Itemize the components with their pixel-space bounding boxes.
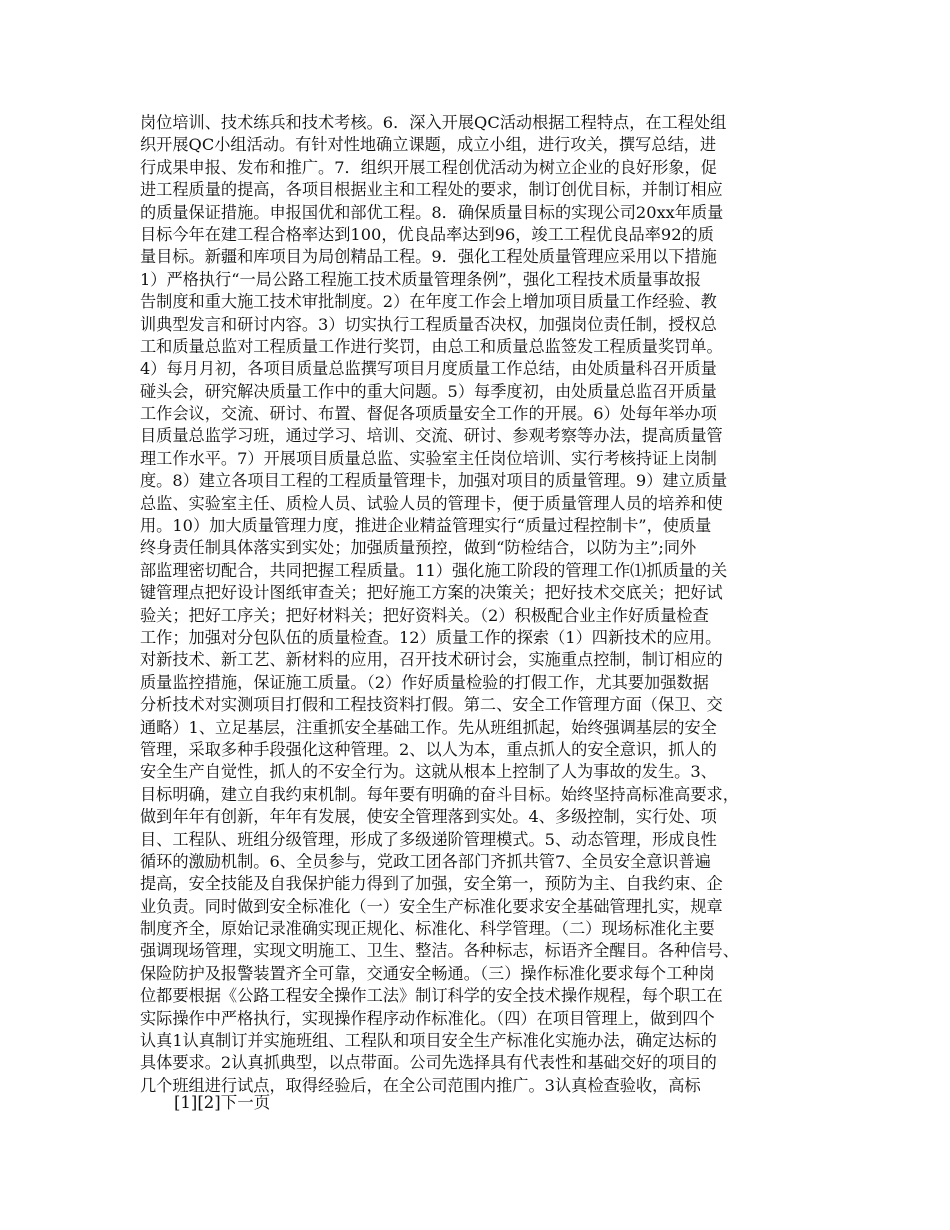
text-line: 用。10）加大质量管理力度，推进企业精益管理实行“质量过程控制卡”，使质量: [140, 516, 712, 536]
text-line: 目标今年在建工程合格率达到100，优良品率达到96，竣工工程优良品率92的质: [140, 224, 714, 244]
text-line: 告制度和重大施工技术审批制度。2）在年度工作会上增加项目质量工作经验、教: [140, 292, 717, 312]
text-line: 工作；加强对分包队伍的质量检查。12）质量工作的探索（1）四新技术的应用。: [140, 627, 722, 647]
page-link-2[interactable]: [2]: [197, 1093, 221, 1112]
text-line: 做到年年有创新，年年有发展，使安全管理落到实处。4、多级控制，实行处、项: [140, 807, 717, 827]
text-line: 度。8）建立各项目工程的工程质量管理卡，加强对项目的质量管理。9）建立质量: [140, 471, 728, 491]
text-line: 业负责。同时做到安全标准化（一）安全生产标准化要求安全基础管理扎实，规章: [140, 896, 723, 916]
text-line: 几个班组进行试点，取得经验后，在全公司范围内推广。3认真检查验收，高标: [140, 1075, 701, 1095]
text-line: 工和质量总监对工程质量工作进行奖罚，由总工和质量总监签发工程质量奖罚单。: [140, 336, 723, 356]
text-line: 织开展QC小组活动。有针对性地确立课题，成立小组，进行攻关，撰写总结，进: [140, 135, 717, 155]
text-line: 键管理点把好设计图纸审查关；把好施工方案的决策关；把好技术交底关；把好试: [140, 583, 723, 603]
text-line: 质量监控措施，保证施工质量。（2）作好质量检验的打假工作，尤其要加强数据: [140, 672, 709, 692]
body-text: [140, 112, 820, 1097]
text-line: 工作会议，交流、研讨、布置、督促各项质量安全工作的开展。6）处每年举办项: [140, 404, 717, 424]
text-line: 4）每月月初，各项目质量总监撰写项目月度质量工作总结，由处质量科召开质量: [140, 359, 717, 379]
next-page-link[interactable]: 下一页: [220, 1093, 271, 1112]
text-line: 总监、实验室主任、质检人员、试验人员的管理卡，便于质量管理人员的培养和使: [140, 493, 723, 513]
text-line: 验关；把好工序关；把好材料关；把好资料关。（2）积极配合业主作好质量检查: [140, 605, 709, 625]
text-line: 1）严格执行“一局公路工程施工技术质量管理条例”，强化工程技术质量事故报: [140, 269, 702, 289]
text-line: 目、工程队、班组分级管理，形成了多级递阶管理模式。5、动态管理，形成良性: [140, 829, 717, 849]
text-line: 提高，安全技能及自我保护能力得到了加强，安全第一，预防为主、自我约束、企: [140, 874, 723, 894]
text-line: 强调现场管理，实现文明施工、卫生、整洁。各种标志，标语齐全醒目。各种信号、: [140, 941, 739, 961]
text-line: 对新技术、新工艺、新材料的应用，召开技术研讨会，实施重点控制，制订相应的: [140, 650, 723, 670]
text-line: 具体要求。2认真抓典型，以点带面。公司先选择具有代表性和基础交好的项目的: [140, 1053, 717, 1073]
text-line: 实际操作中严格执行，实现操作程序动作标准化。（四）在项目管理上，做到四个: [140, 1008, 715, 1028]
text-line: 进工程质量的提高，各项目根据业主和工程处的要求，制订创优目标，并制订相应: [140, 180, 723, 200]
text-line: 通略）1、立足基层，注重抓安全基础工作。先从班组抓起，始终强调基层的安全: [140, 717, 717, 737]
page-link-1[interactable]: [1]: [174, 1093, 198, 1112]
text-line: 量目标。新疆和库项目为局创精品工程。9．强化工程处质量管理应采用以下措施: [140, 247, 717, 267]
text-line: 的质量保证措施。申报国优和部优工程。8．确保质量目标的实现公司20xx年质量: [140, 202, 724, 222]
pagination: [174, 1092, 270, 1114]
text-line: 行成果申报、发布和推广。7．组织开展工程创优活动为树立企业的良好形象，促: [140, 157, 717, 177]
text-line: 管理，采取多种手段强化这种管理。2、以人为本，重点抓人的安全意识，抓人的: [140, 739, 717, 759]
text-line: 循环的激励机制。6、全员参与，党政工团各部门齐抓共管7、全员安全意识普遍: [140, 851, 711, 871]
text-line: 岗位培训、技术练兵和技术考核。6．深入开展QC活动根据工程特点，在工程处组: [140, 113, 727, 132]
text-line: 位都要根据《公路工程安全操作工法》制订科学的安全技术操作规程，每个职工在: [140, 986, 723, 1006]
text-line: 安全生产自觉性，抓人的不安全行为。这就从根本上控制了人为事故的发生。3、: [140, 762, 717, 782]
text-line: 训典型发言和研讨内容。3）切实执行工程质量否决权，加强岗位责任制，授权总: [140, 314, 717, 334]
text-line: 碰头会，研究解决质量工作中的重大问题。5）每季度初，由处质量总监召开质量: [140, 381, 717, 401]
text-line: 目质量总监学习班，通过学习、培训、交流、研讨、参观考察等办法，提高质量管: [140, 426, 723, 446]
text-line: 终身责任制具体落实到实处；加强质量预控，做到“防检结合，以防为主”;同外: [140, 538, 697, 558]
text-line: 理工作水平。7）开展项目质量总监、实验室主任岗位培训、实行考核持证上岗制: [140, 448, 717, 468]
text-line: 目标明确，建立自我约束机制。每年要有明确的奋斗目标。始终坚持高标准高要求，: [140, 784, 739, 804]
text-line: 保险防护及报警装置齐全可靠，交通安全畅通。（三）操作标准化要求每个工种岗: [140, 963, 715, 983]
text-line: 部监理密切配合，共同把握工程质量。11）强化施工阶段的管理工作⑴抓质量的关: [140, 560, 728, 580]
text-line: 分析技术对实测项目打假和工程技资料打假。第二、安全工作管理方面（保卫、交: [140, 695, 723, 715]
text-line: 认真1认真制订并实施班组、工程队和项目安全生产标准化实施办法，确定达标的: [140, 1031, 717, 1051]
text-line: 制度齐全，原始记录准确实现正规化、标准化、科学管理。（二）现场标准化主要: [140, 919, 715, 939]
